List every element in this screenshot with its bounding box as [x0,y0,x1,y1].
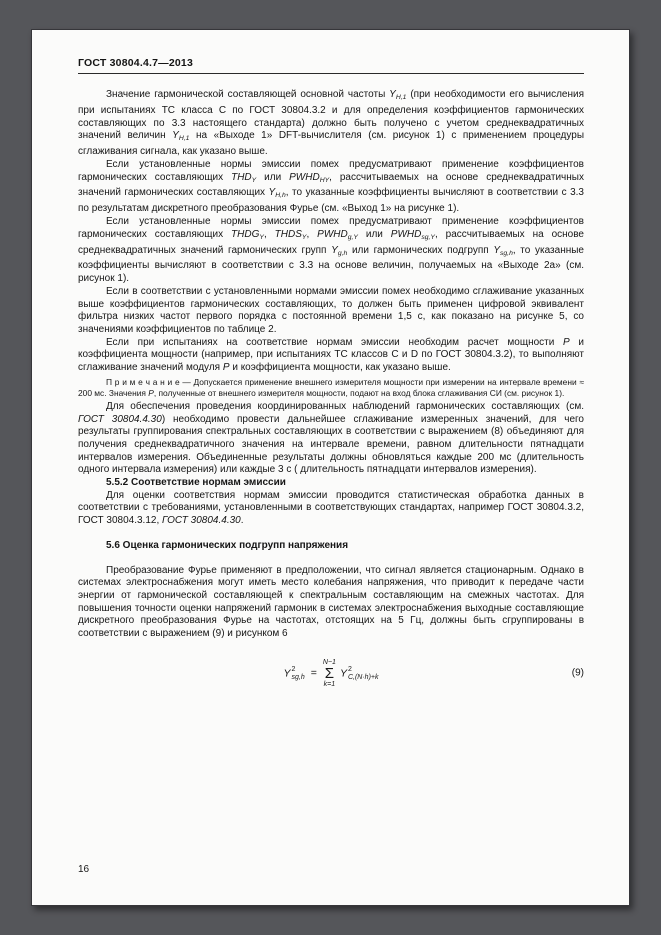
formula-lhs [284,666,305,681]
sigma-symbol: Σ [324,664,335,682]
note-paragraph: П р и м е ч а н и е — Допускается применение внешнего измерителя мощности при измерении на интервале времени ≈ 200 мс. Значения P, полученные от внешнего измерителя мощности, подают на вход блока сглаживания СИ (см. рисунок 1). [78,376,584,398]
sigma-operator [323,659,336,689]
paragraph: Если установленные нормы эмиссии помех предусматривают применение коэффициентов гармонических составляющих $THD_Y$ или $PWHD_{HY}$, рассчитываемых на основе среднеквадратичных значений гармонических составляющих $Y_{H,h}$, то указанные коэффициенты вычисляют в соответствии с 3.3 по результатам дискретного преобразования Фурье (см. «Выход 1» на рисунке 1). [78,158,584,215]
formula-rhs-sub: C,(N·h)+k [347,673,379,681]
header-divider [78,73,584,74]
formula-rhs [340,666,379,681]
formula-rhs-scripts [348,666,379,681]
formula-rhs-sup: 2 [347,666,352,674]
formula-number: (9) [571,667,584,679]
paragraph: Преобразование Фурье применяют в предположении, что сигнал является стационарным. Однако в системах электроснабжения могут иметь место колебания напряжения, что приводит к передаче части энергии от гармонической составляющей к спектральным составляющим на смежных частотах. Для повышения точности оценки напряжений гармоник в системах электроснабжения выходные составляющие дискретного преобразования Фурье на частотах, отстоящих на 5 Гц, должны быть сгруппированы в соответствии с выражением (9) и рисунком 6 [78,564,584,640]
paragraph: Значение гармонической составляющей основной частоты $Y_{H,1}$ (при необходимости его вычисления при испытаниях ТС класса С по ГОСТ 30804.3.2 и для определения коэффициентов гармонических составляющих по 3.3 настоящего стандарта) должно быть получено с учетом среднеквадратичных значений величин $Y_{H,1}$ на «Выходе 1» DFT-вычислителя (см. рисунок 1) с применением процедуры сглаживания сигнала, как указано выше. [78,89,585,158]
formula-expression [284,659,379,689]
page-number: 16 [78,864,90,875]
formula-lhs-base: Y [283,667,291,680]
page-content [32,30,629,875]
formula-rhs-base: Y [339,667,347,680]
body-text-block [78,89,584,689]
formula-lhs-scripts [292,666,305,681]
formula-9 [78,659,584,689]
heading-5-5-2: 5.5.2 Соответствие нормам эмиссии [106,477,286,489]
paragraph: Для оценки соответствия нормам эмиссии проводится статистическая обработка данных в соответствии с требованиями, установленными в соответствующих стандартах, например ГОСТ 30804.3.2, ГОСТ 30804.3.12, ГОСТ 30804.4.30. [78,489,584,527]
sum-upper-limit: N−1 [322,658,336,666]
paragraph: Если в соответствии с установленными нормами эмиссии помех необходимо сглаживание указанных выше коэффициентов гармонических составляющих, то должен быть применен цифровой эквивалент фильтра низких частот первого порядка с постоянной времени 1,5 с, как показано на рисунке 5, со значениями коэффициентов по таблице 2. [78,285,584,335]
paragraph: Если при испытаниях на соответствие нормам эмиссии необходим расчет мощности P и коэффициента мощности (например, при испытаниях ТС классов С и D по ГОСТ 30804.3.2), то выполняют сглаживание значений модуля P и коэффициента мощности, как указано выше. [78,336,584,374]
document-header: ГОСТ 30804.4.7—2013 [78,57,194,69]
formula-lhs-sup: 2 [291,666,296,674]
paragraph: Для обеспечения проведения координированных наблюдений гармонических составляющих (см. ГОСТ 30804.4.30) необходимо провести дальнейшее сглаживание измеренных значений, для чего результаты группирования спектральных составляющих в соответствии с выражением (8) объединяют для получения среднеквадратичного значения на интервале времени, равном длительности пятнадцати интервалов измерения. Объединенные результаты должны обновляться каждые 200 мс (длительность одного интервала измерения) или каждые 3 с ( длительность пятнадцати интервалов измерения). [78,400,584,476]
document-page [31,29,630,906]
paragraph: Если установленные нормы эмиссии помех предусматривают применение коэффициентов гармонических составляющих $THDG_Y$, $THDS_Y$, $PWHD_{g,Y}$ или $PWHD_{sg,Y}$, рассчитываемых на основе среднеквадратичных значений гармонических групп $Y_{g,h}$ или гармонических подгрупп $Y_{sg,h}$, то указанные коэффициенты вычисляют в соответствии с 3.3 на основе величин, получаемых на «Выходе 2а» (см. рисунок 1). [78,216,584,285]
sum-lower-limit: k=1 [323,680,336,688]
formula-relation: = [310,667,317,680]
heading-5-6: 5.6 Оценка гармонических подгрупп напряжения [106,539,349,551]
formula-lhs-sub: sg,h [291,673,305,681]
